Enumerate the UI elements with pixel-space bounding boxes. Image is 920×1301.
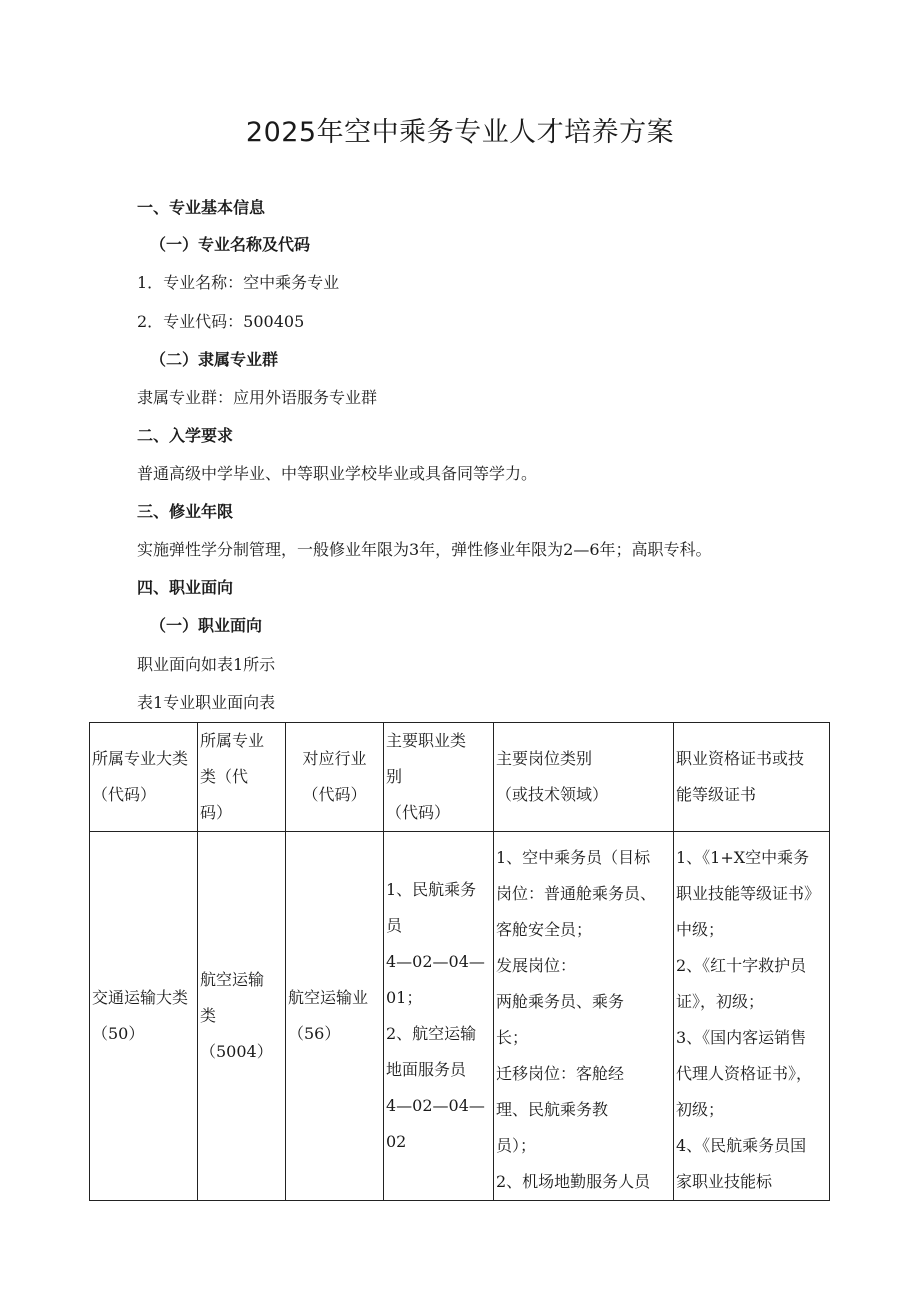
header-text: 主要岗位类别 xyxy=(496,749,593,768)
cell-text: 证》，初级； xyxy=(676,992,765,1011)
header-industry xyxy=(286,723,384,832)
table-header-row xyxy=(90,723,830,832)
cell-certificates xyxy=(674,832,830,1201)
cell-text: 4—02—04— xyxy=(386,1096,485,1115)
cell-text: 1、《1+X空中乘务 xyxy=(676,848,810,867)
cell-text: （56） xyxy=(288,1024,341,1043)
cell-text: （5004） xyxy=(200,1042,273,1061)
cell-text: 客舱安全员； xyxy=(496,920,593,939)
cell-industry xyxy=(286,832,384,1201)
cell-text: 3、《国内客运销售 xyxy=(676,1028,807,1047)
table-row xyxy=(90,832,830,1201)
header-occupation xyxy=(384,723,494,832)
cell-text: 员 xyxy=(386,916,403,935)
cell-major-category xyxy=(90,832,198,1201)
section-heading-career: 四、职业面向 xyxy=(137,578,234,597)
cell-text: 岗位：普通舱乘务员、 xyxy=(496,884,657,903)
cell-text: 初级； xyxy=(676,1100,725,1119)
cell-text: 迁移岗位：客舱经 xyxy=(496,1064,625,1083)
cell-text: 中级； xyxy=(676,920,725,939)
cell-text: 代理人资格证书》， xyxy=(676,1064,813,1083)
cell-text: 交通运输大类 xyxy=(92,988,189,1007)
major-group-line: 隶属专业群：应用外语服务专业群 xyxy=(137,388,378,407)
cell-text: 航空运输业 xyxy=(288,988,369,1007)
cell-text: 理、民航乘务教 xyxy=(496,1100,609,1119)
header-text: 类（代 xyxy=(200,767,249,786)
header-major-class xyxy=(198,723,286,832)
header-job-positions xyxy=(494,723,674,832)
section-heading-admission: 二、入学要求 xyxy=(137,426,234,445)
admission-text: 普通高级中学毕业、中等职业学校毕业或具备同等学力。 xyxy=(137,464,538,483)
header-text: （代码） xyxy=(386,803,451,822)
cell-text: 地面服务员 xyxy=(386,1060,467,1079)
header-text: 所属专业 xyxy=(200,731,265,750)
subheading-major-group: （二）隶属专业群 xyxy=(150,350,279,369)
header-text: 别 xyxy=(386,767,403,786)
cell-text: 两舱乘务员、乘务 xyxy=(496,992,625,1011)
header-major-category xyxy=(90,723,198,832)
cell-text: 职业技能等级证书》 xyxy=(676,884,821,903)
table-caption: 表1专业职业面向表 xyxy=(137,693,276,712)
document-title: 2025年空中乘务专业人才培养方案 xyxy=(245,117,675,148)
header-text: 所属专业大类 xyxy=(92,749,189,768)
cell-text: 员）； xyxy=(496,1136,537,1155)
header-text: （或技术领域） xyxy=(496,785,609,804)
subheading-name-and-code: （一）专业名称及代码 xyxy=(150,235,311,254)
cell-occupation xyxy=(384,832,494,1201)
cell-text: 长； xyxy=(496,1028,529,1047)
header-text: 主要职业类 xyxy=(386,731,467,750)
cell-text: 家职业技能标 xyxy=(676,1172,773,1191)
header-text: 能等级证书 xyxy=(676,785,757,804)
cell-text: 2、机场地勤服务人员 xyxy=(496,1172,651,1191)
cell-text: 发展岗位： xyxy=(496,956,577,975)
cell-text: 2、航空运输 xyxy=(386,1024,477,1043)
section-heading-basic-info: 一、专业基本信息 xyxy=(137,198,266,217)
subheading-career-orientation: （一）职业面向 xyxy=(150,616,263,635)
header-certificates xyxy=(674,723,830,832)
cell-text: 航空运输 xyxy=(200,970,265,989)
cell-text: 01； xyxy=(386,988,423,1007)
major-name-line: 1．专业名称：空中乘务专业 xyxy=(137,273,340,292)
cell-text: 4—02—04— xyxy=(386,952,485,971)
major-code-line: 2．专业代码：500405 xyxy=(137,312,305,331)
cell-text: 02 xyxy=(386,1132,407,1151)
section-heading-duration: 三、修业年限 xyxy=(137,502,234,521)
cell-text: 类 xyxy=(200,1006,217,1025)
header-text: （代码） xyxy=(92,785,157,804)
header-text: 对应行业 xyxy=(302,749,367,768)
cell-text: （50） xyxy=(92,1024,145,1043)
cell-text: 1、空中乘务员（目标 xyxy=(496,848,651,867)
cell-text: 4、《民航乘务员国 xyxy=(676,1136,807,1155)
header-text: （代码） xyxy=(302,785,367,804)
career-orientation-table xyxy=(89,722,830,1201)
duration-text: 实施弹性学分制管理，一般修业年限为3年，弹性修业年限为2—6年；高职专科。 xyxy=(137,540,712,559)
career-intro-text: 职业面向如表1所示 xyxy=(137,655,276,674)
cell-text: 1、民航乘务 xyxy=(386,880,477,899)
header-text: 码） xyxy=(200,803,233,822)
cell-job-positions xyxy=(494,832,674,1201)
cell-text: 2、《红十字救护员 xyxy=(676,956,807,975)
header-text: 职业资格证书或技 xyxy=(676,749,805,768)
cell-major-class xyxy=(198,832,286,1201)
